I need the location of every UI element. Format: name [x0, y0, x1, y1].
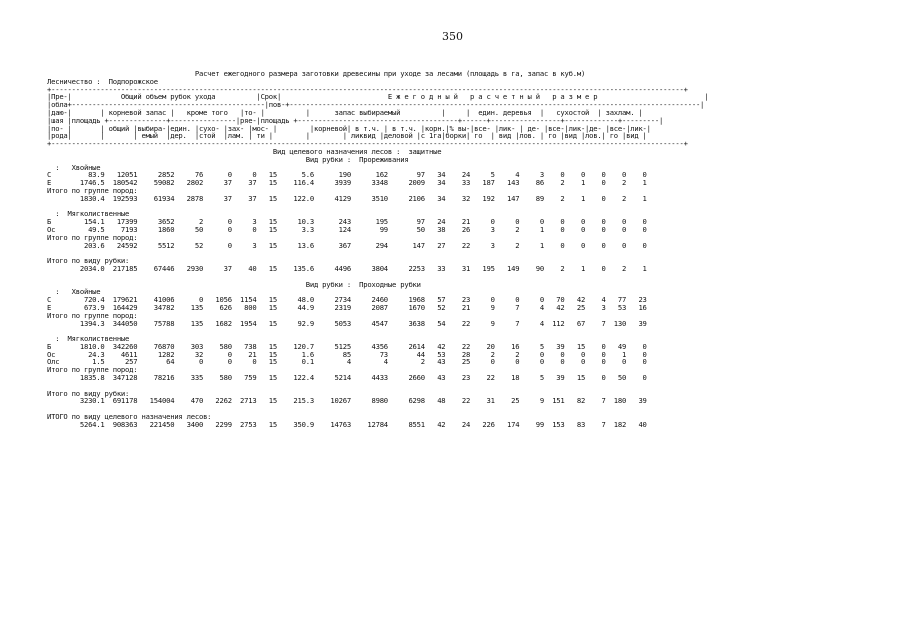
- table-row: 1394.3 344050 75788 135 1682 1954 15 92.9 5053 4547 3638 54 22 9 7 4 112 67 7 130 39: [47, 318, 647, 328]
- table-row: Итого по группе пород:: [47, 365, 138, 375]
- table-row: Итого по виду рубки:: [47, 388, 130, 398]
- report-text: [47, 70, 708, 429]
- table-row: С 83.9 12051 2852 76 0 0 15 5.6 190 162 97 34 24 5 4 3 0 0 0 0 0: [47, 170, 647, 180]
- page-number: 350: [442, 30, 463, 43]
- table-row: : Мягколиственные: [47, 209, 130, 219]
- table-row: С 720.4 179621 41006 0 1056 1154 15 48.0 2734 2460 1968 57 23 0 0 0 70 42 4 77 23: [47, 295, 647, 305]
- table-row: Итого по группе пород:: [47, 310, 138, 320]
- report-title: Расчет ежегодного размера заготовки древесины при уходе за лесами (площадь в га, запас в куб.м): [47, 69, 586, 78]
- header-line: +----------------------------------------------------------------------------------------------------------------------------------------------------------+: [47, 84, 688, 94]
- header-line: +----------------------------------------------------------------------------------------------------------------------------------------------------------+: [47, 139, 688, 149]
- table-row: Итого по группе пород:: [47, 185, 138, 195]
- table-row: Е 1746.5 180542 59082 2802 37 37 15 116.4 3939 3348 2009 34 33 187 143 86 2 1 0 2 1: [47, 178, 647, 188]
- table-row: Олс 1.5 257 64 0 0 0 15 0.1 4 4 2 43 25 0 0 0 0 0 0 0 0: [47, 357, 647, 367]
- table-row: Итого по группе пород:: [47, 232, 138, 242]
- table-row: 203.6 24592 5512 52 0 3 15 13.6 367 294 147 27 22 3 2 1 0 0 0 0 0: [47, 240, 647, 250]
- table-row: 2034.0 217185 67446 2930 37 40 15 135.6 4496 3804 2253 33 31 195 149 90 2 1 0 2 1: [47, 263, 647, 273]
- table-row: ИТОГО по виду целевого назначения лесов:: [47, 412, 212, 422]
- table-row: 1835.8 347128 78216 335 580 759 15 122.4 5214 4433 2660 43 23 22 18 5 39 15 0 50 0: [47, 373, 647, 383]
- header-line: |Пре-| Общий объем рубок ухода |Срок| Е ж е г о д н ы й р а с ч е т н ы й р а з м е р |: [47, 92, 709, 102]
- header-line: |даю-| | корневой запас | кроме того |то- | | запас выбираемый | | един. деревья | сухостой | захлам. |: [47, 107, 643, 117]
- header-line: |по- | | общий |выбира-|един. |сухо- |зах- |мос- | |корневой| в т.ч. | в т.ч. |корн.|% вы-|все- |лик- | де- |все-|лик-|де- |все-|лик-|: [47, 123, 651, 133]
- table-row: 1830.4 192593 61934 2878 37 37 15 122.0 4129 3510 2106 34 32 192 147 89 2 1 0 2 1: [47, 193, 647, 203]
- table-row: Б 154.1 17399 3652 2 0 3 15 10.3 243 195 97 24 21 0 0 0 0 0 0 0 0: [47, 217, 647, 227]
- table-row: Итого по виду рубки:: [47, 256, 130, 266]
- header-line: |рода| | | емый |дер. |стой |лам. | ти | | | ликвид |деловой |с 1га|борки| го | вид |лов. | го |вид |лов.| го |вид |: [47, 131, 647, 141]
- table-row: Вид рубки : Проходные рубки: [47, 279, 421, 289]
- table-body: [47, 147, 647, 429]
- table-row: : Хвойные: [47, 162, 101, 172]
- table-header: [47, 85, 708, 149]
- table-row: : Мягколиственные: [47, 334, 130, 344]
- table-row: Б 1810.0 342260 76870 303 580 738 15 120.7 5125 4356 2614 42 22 20 16 5 39 15 0 49 0: [47, 341, 647, 351]
- table-row: : Хвойные: [47, 287, 101, 297]
- forestry-name: Лесничество : Подпорожское: [47, 76, 158, 86]
- table-row: Ос 24.3 4611 1282 32 0 21 15 1.6 85 73 44 53 28 2 2 0 0 0 0 1 0: [47, 349, 647, 359]
- table-row: 3230.1 691178 154004 470 2262 2713 15 215.3 10267 8980 6298 48 22 31 25 9 151 82 7 180 39: [47, 396, 647, 406]
- table-row: Вид целевого назначения лесов : защитные: [47, 146, 442, 156]
- header-line: |обла+-----------------------------------------------|пов-+----------------------------------------------------------------------------------------------------|: [47, 100, 705, 110]
- table-row: Ос 49.5 7193 1860 50 0 0 15 3.3 124 99 50 38 26 3 2 1 0 0 0 0 0: [47, 224, 647, 234]
- table-row: Вид рубки : Прореживания: [47, 154, 409, 164]
- table-row: Е 673.9 164429 34782 135 626 800 15 44.9 2319 2087 1670 52 21 9 7 4 42 25 3 53 16: [47, 302, 647, 312]
- header-line: |шая |площадь +--------------+----------------|ряе-|площадь +---------------------------------------+------+-----------------+-------------+---------|: [47, 115, 664, 125]
- table-row: 5264.1 908363 221450 3400 2299 2753 15 350.9 14763 12784 8551 42 24 226 174 99 153 83 7 182 40: [47, 419, 647, 429]
